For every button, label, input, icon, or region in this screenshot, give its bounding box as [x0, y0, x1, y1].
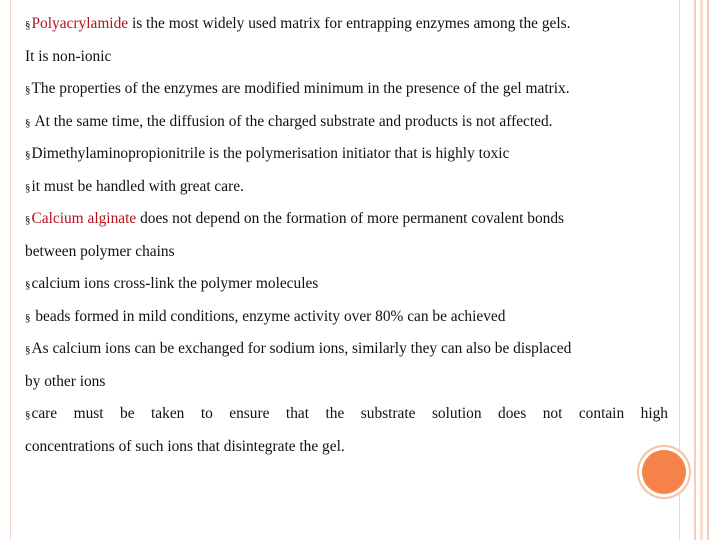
bullet-icon: §	[25, 409, 31, 421]
decorative-dot	[642, 450, 686, 494]
line-text: it must be handled with great care.	[31, 177, 244, 195]
bullet-icon: §	[25, 84, 31, 96]
bullet-icon: §	[25, 19, 31, 31]
bullet-icon: §	[25, 181, 31, 194]
line-text: care must be taken to ensure that the substrate solution does not contain high	[31, 405, 668, 422]
bullet-icon: §	[25, 311, 31, 324]
highlighted-term: Polyacrylamide	[31, 15, 129, 32]
line-text: As calcium ions can be exchanged for sodium ions, similarly they can also be displaced	[31, 340, 572, 357]
highlighted-term: Calcium alginate	[31, 210, 137, 227]
decorative-stripe	[707, 0, 709, 540]
slide-body	[25, 8, 668, 463]
bullet-icon: §	[25, 214, 31, 226]
text-line	[25, 138, 668, 171]
bullet-icon: §	[25, 116, 31, 129]
line-text: concentrations of such ions that disintegrate the gel.	[25, 437, 345, 455]
text-line	[25, 171, 668, 204]
line-text: beads formed in mild conditions, enzyme activity over 80% can be achieved	[31, 307, 506, 325]
line-text: by other ions	[25, 372, 106, 390]
line-text: calcium ions cross-link the polymer molecules	[31, 275, 319, 292]
text-line	[25, 203, 668, 236]
text-line	[25, 268, 668, 301]
text-line	[25, 301, 668, 334]
text-line	[25, 8, 668, 41]
line-text: Dimethylaminopropionitrile is the polymerisation initiator that is highly toxic	[31, 145, 510, 162]
text-line	[25, 106, 668, 139]
line-text: At the same time, the diffusion of the charged substrate and products is not affected.	[31, 112, 553, 130]
bullet-icon: §	[25, 279, 31, 291]
text-line	[25, 333, 668, 366]
text-line	[25, 236, 668, 269]
line-text: between polymer chains	[25, 242, 175, 260]
text-line	[25, 73, 668, 106]
line-text: does not depend on the formation of more permanent covalent bonds	[136, 210, 565, 227]
line-text: is the most widely used matrix for entrapping enzymes among the gels.	[128, 15, 571, 32]
line-text: It is non-ionic	[25, 47, 112, 65]
text-line	[25, 366, 668, 399]
bullet-icon: §	[25, 149, 31, 161]
decorative-stripe	[700, 0, 703, 540]
text-line	[25, 41, 668, 74]
text-line	[25, 398, 668, 431]
text-line	[25, 431, 668, 464]
decorative-stripe	[694, 0, 696, 540]
bullet-icon: §	[25, 344, 31, 356]
line-text: The properties of the enzymes are modified minimum in the presence of the gel matrix.	[31, 80, 570, 97]
